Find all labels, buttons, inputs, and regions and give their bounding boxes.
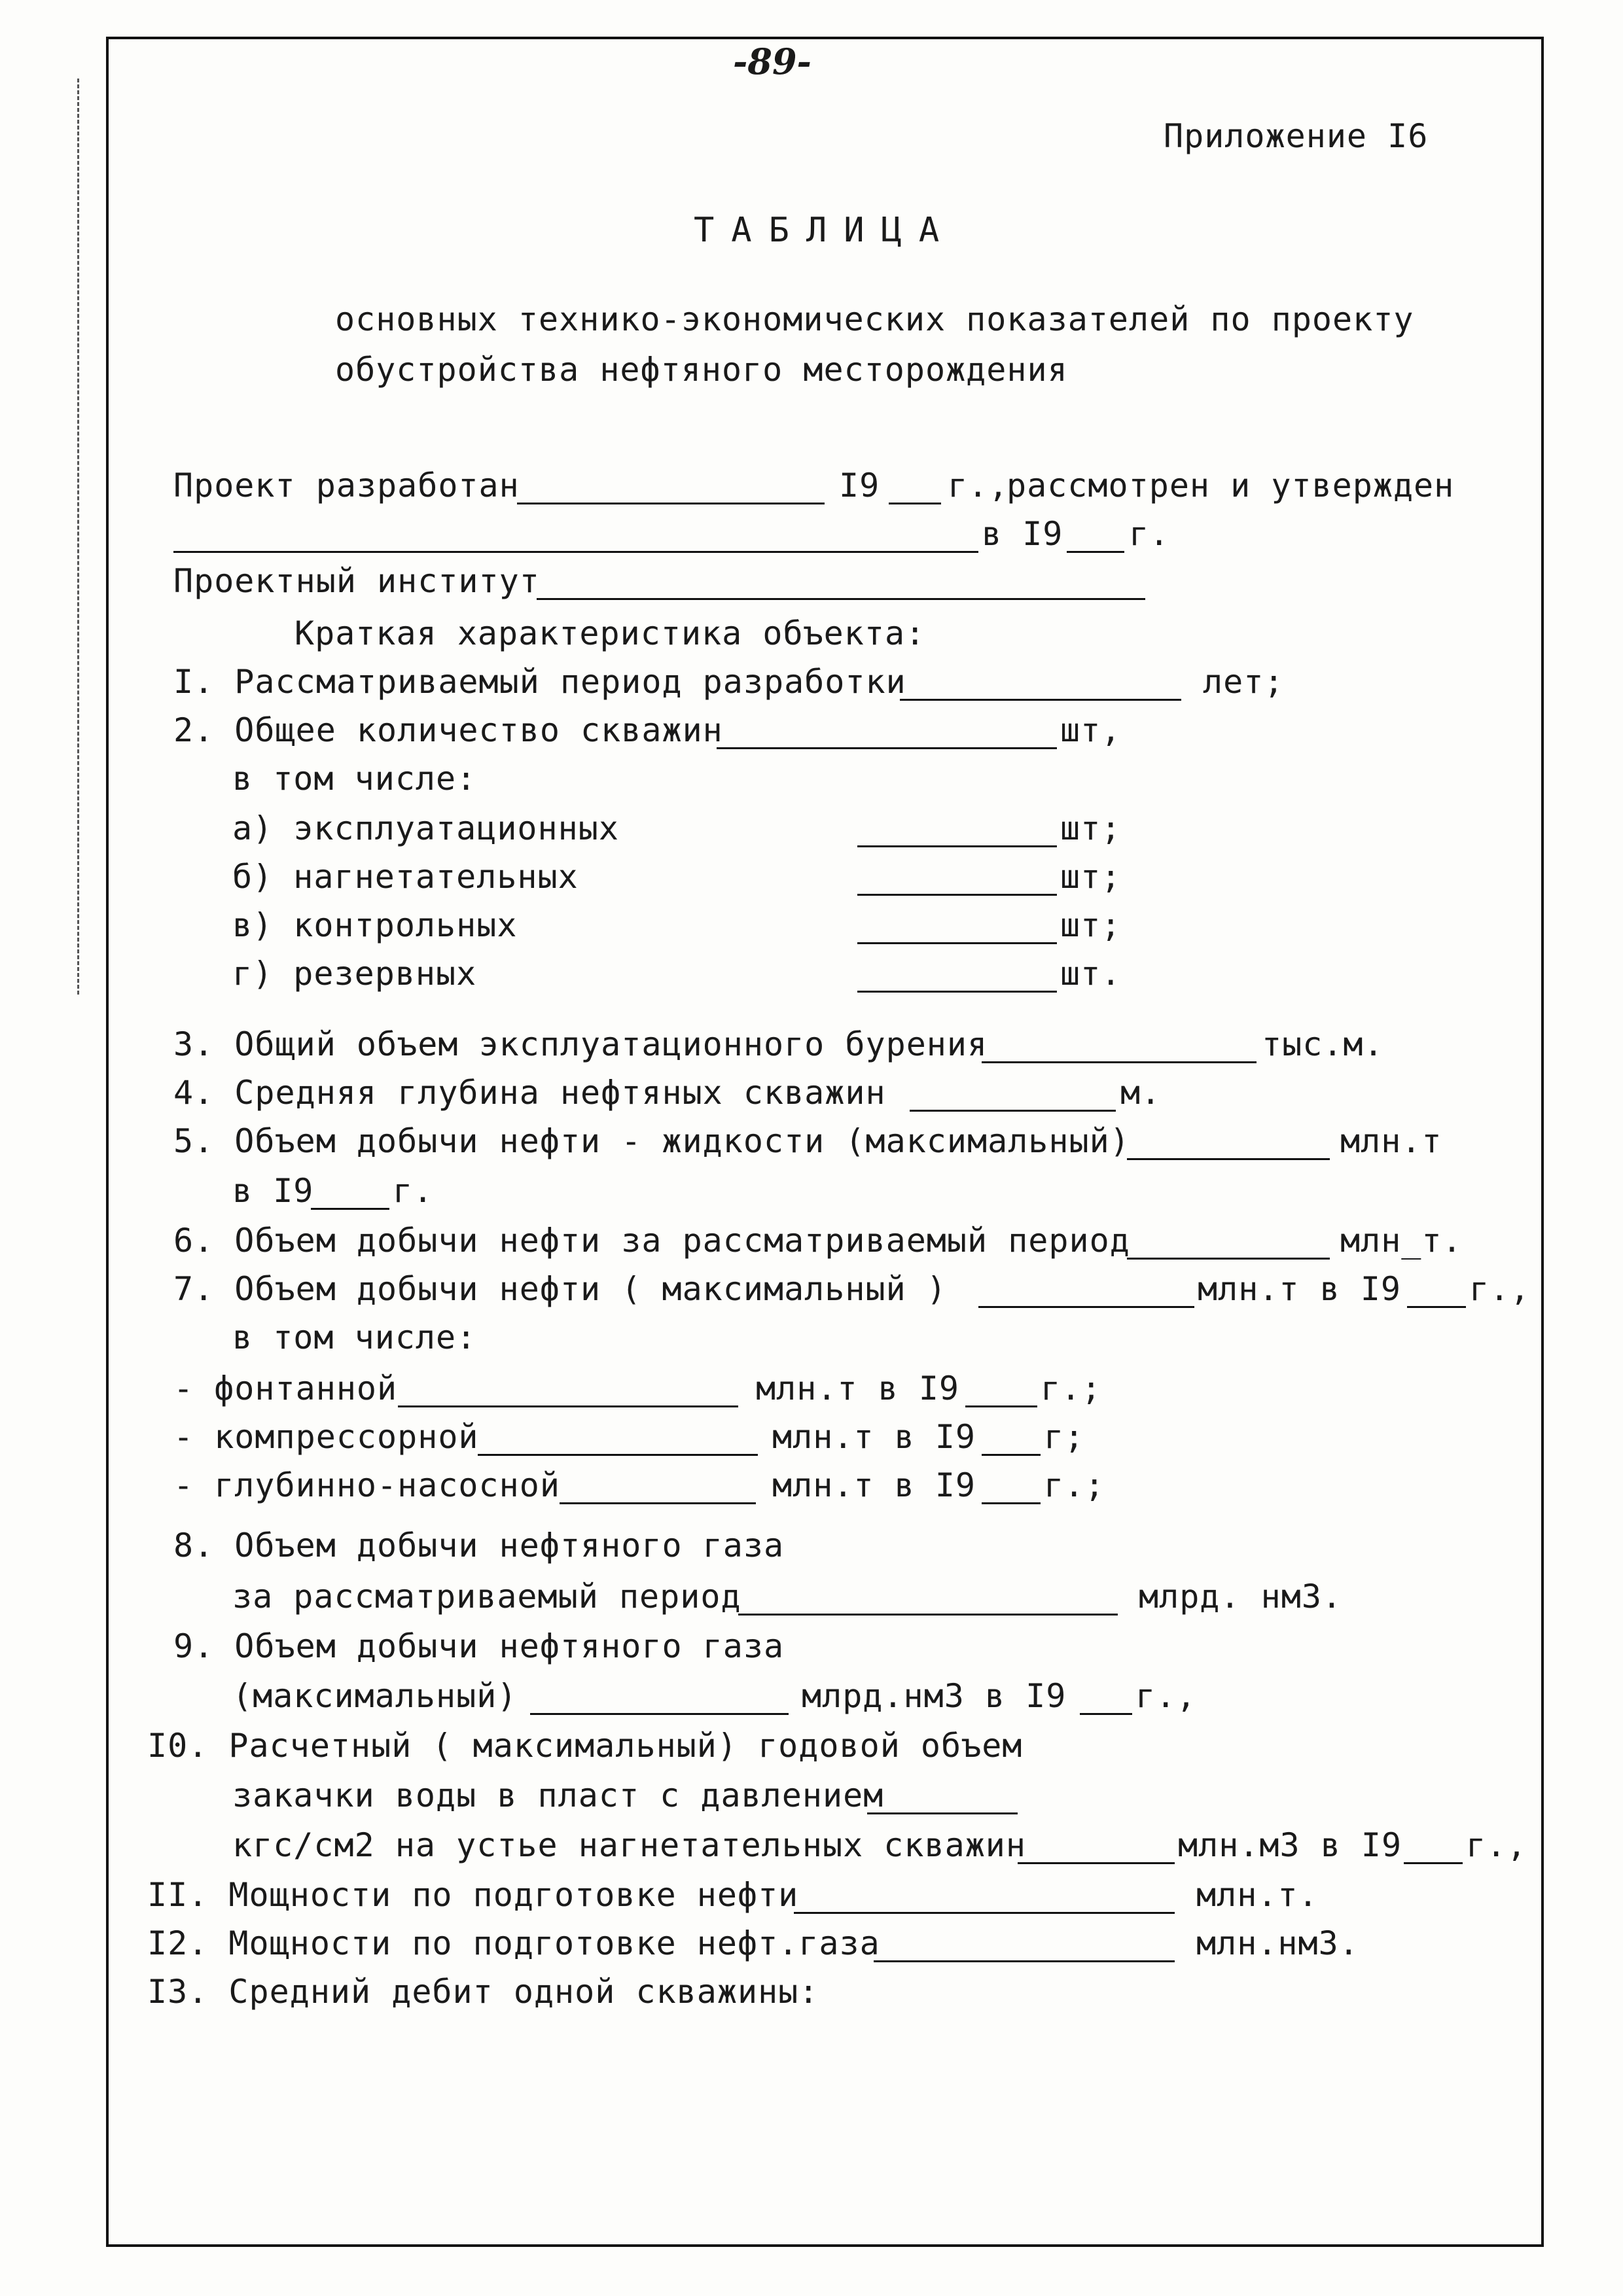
item-1-unit: лет; — [1203, 663, 1285, 701]
item-10-year-suffix: г., — [1466, 1826, 1527, 1864]
item-10-label-line-3: кгс/см2 на устье нагнетательных скважин — [232, 1826, 1026, 1864]
item-12-label: I2. Мощности по подготовке нефт.газа — [147, 1924, 880, 1962]
item-7c-unit: млн.т в I9 — [772, 1466, 976, 1504]
item-10-label-continued: закачки воды в пласт с давлением — [232, 1776, 884, 1814]
item-7a-label: - фонтанной — [173, 1369, 398, 1407]
page-border-left — [106, 37, 109, 2247]
fill-line — [910, 1110, 1116, 1112]
item-8-unit: млрд. нм3. — [1139, 1578, 1343, 1616]
item-7-including: в том числе: — [232, 1318, 477, 1356]
item-9-unit: млрд.нм3 в I9 — [802, 1677, 1067, 1715]
item-5-year: в I9 — [232, 1172, 314, 1210]
item-10-unit: млн.м3 в I9 — [1178, 1826, 1402, 1864]
fill-line — [517, 503, 825, 504]
appendix-label: Приложение I6 — [1164, 117, 1429, 155]
item-2c-label: в) контрольных — [232, 906, 518, 944]
item-7b-label: - компрессорной — [173, 1418, 479, 1456]
fill-line — [982, 1061, 1257, 1063]
item-7b-unit: млн.т в I9 — [772, 1418, 976, 1456]
item-4-label: 4. Средняя глубина нефтяных скважин — [173, 1074, 886, 1112]
item-2-unit: шт, — [1060, 711, 1122, 749]
fill-line — [867, 1812, 1018, 1814]
project-developed-label: Проект разработан — [173, 467, 520, 504]
fill-line — [857, 942, 1057, 944]
item-5-unit: млн.т — [1340, 1122, 1442, 1160]
item-11-label: II. Мощности по подготовке нефти — [147, 1876, 799, 1914]
item-5-year-suffix: г. — [393, 1172, 434, 1210]
fill-line — [173, 551, 978, 553]
page-border-right — [1541, 37, 1544, 2247]
page-border-bottom — [106, 2244, 1544, 2247]
fill-line — [978, 1306, 1194, 1308]
item-7c-label: - глубинно-насосной — [173, 1466, 560, 1504]
item-2b-unit: шт; — [1060, 858, 1122, 896]
item-2b-label: б) нагнетательных — [232, 858, 579, 896]
fill-line — [738, 1614, 1118, 1616]
brief-heading: Краткая характеристика объекта: — [294, 614, 926, 652]
item-9-label: 9. Объем добычи нефтяного газа — [173, 1627, 785, 1665]
page-border-top — [106, 37, 1544, 39]
item-8-label: 8. Объем добычи нефтяного газа — [173, 1527, 785, 1564]
fill-line — [478, 1454, 758, 1456]
fill-line — [398, 1405, 738, 1407]
item-7a-year-suffix: г.; — [1041, 1369, 1102, 1407]
item-6-label: 6. Объем добычи нефти за рассматриваемый период — [173, 1222, 1130, 1260]
fill-line — [1018, 1862, 1175, 1864]
item-7-unit: млн.т в I9 — [1198, 1270, 1402, 1308]
year-prefix: I9 — [839, 467, 880, 504]
item-13-label: I3. Средний дебит одной скважины: — [147, 1973, 819, 2011]
item-2c-unit: шт; — [1060, 906, 1122, 944]
item-7a-unit: млн.т в I9 — [756, 1369, 960, 1407]
item-11-unit: млн.т. — [1196, 1876, 1319, 1914]
item-2a-unit: шт; — [1060, 809, 1122, 847]
subtitle-line-1: основных технико-экономических показателей по проекту — [335, 300, 1414, 338]
item-7c-year-suffix: г.; — [1044, 1466, 1105, 1504]
approval-year-suffix: г. — [1129, 515, 1170, 553]
fill-line — [1080, 1713, 1132, 1715]
page-number: -89- — [733, 41, 812, 82]
fill-line — [794, 1912, 1175, 1914]
item-5-label: 5. Объем добычи нефти - жидкости (максимальный) — [173, 1122, 1130, 1160]
fill-line — [857, 845, 1057, 847]
fill-line — [717, 747, 1057, 749]
item-6-unit: млн_т. — [1340, 1222, 1463, 1260]
fill-line — [874, 1960, 1175, 1962]
item-10-label: I0. Расчетный ( максимальный) годовой объем — [147, 1727, 1023, 1765]
item-4-unit: м. — [1120, 1074, 1162, 1112]
item-2d-unit: шт. — [1060, 955, 1122, 993]
item-7-year-suffix: г., — [1469, 1270, 1531, 1308]
document-title: ТАБЛИЦА — [694, 211, 957, 250]
fill-line — [982, 1502, 1041, 1504]
item-1-label: I. Рассматриваемый период разработки — [173, 663, 906, 701]
fill-line — [1404, 1862, 1463, 1864]
fill-line — [857, 991, 1057, 993]
item-2-label: 2. Общее количество скважин — [173, 711, 723, 749]
binding-margin-line — [77, 79, 79, 995]
item-9-label-continued: (максимальный) — [232, 1677, 518, 1715]
item-2d-label: г) резервных — [232, 955, 477, 993]
fill-line — [537, 598, 1145, 600]
fill-line — [857, 894, 1057, 896]
item-12-unit: млн.нм3. — [1196, 1924, 1359, 1962]
institute-label: Проектный институт — [173, 562, 540, 600]
fill-line — [560, 1502, 756, 1504]
fill-line — [1127, 1158, 1330, 1160]
item-9-year-suffix: г., — [1135, 1677, 1197, 1715]
fill-line — [965, 1405, 1037, 1407]
item-7b-year-suffix: г; — [1044, 1418, 1085, 1456]
item-8-label-continued: за рассматриваемый период — [232, 1578, 741, 1616]
year-suffix: г., — [948, 467, 1009, 504]
fill-line — [311, 1208, 389, 1210]
item-2-including: в том числе: — [232, 760, 477, 798]
fill-line — [1407, 1306, 1466, 1308]
item-2a-label: а) эксплуатационных — [232, 809, 619, 847]
fill-line — [1127, 1258, 1330, 1260]
subtitle-line-2: обустройства нефтяного месторождения — [335, 351, 1068, 389]
fill-line — [900, 699, 1181, 701]
item-3-label: 3. Общий объем эксплуатационного бурения — [173, 1025, 988, 1063]
project-reviewed-label: рассмотрен и утвержден — [1007, 467, 1455, 504]
item-7-label: 7. Объем добычи нефти ( максимальный ) — [173, 1270, 947, 1308]
fill-line — [530, 1713, 789, 1715]
fill-line — [1067, 551, 1124, 553]
item-3-unit: тыс.м. — [1262, 1025, 1384, 1063]
approval-year-prefix: в I9 — [982, 515, 1063, 553]
fill-line — [982, 1454, 1041, 1456]
fill-line — [889, 503, 941, 504]
